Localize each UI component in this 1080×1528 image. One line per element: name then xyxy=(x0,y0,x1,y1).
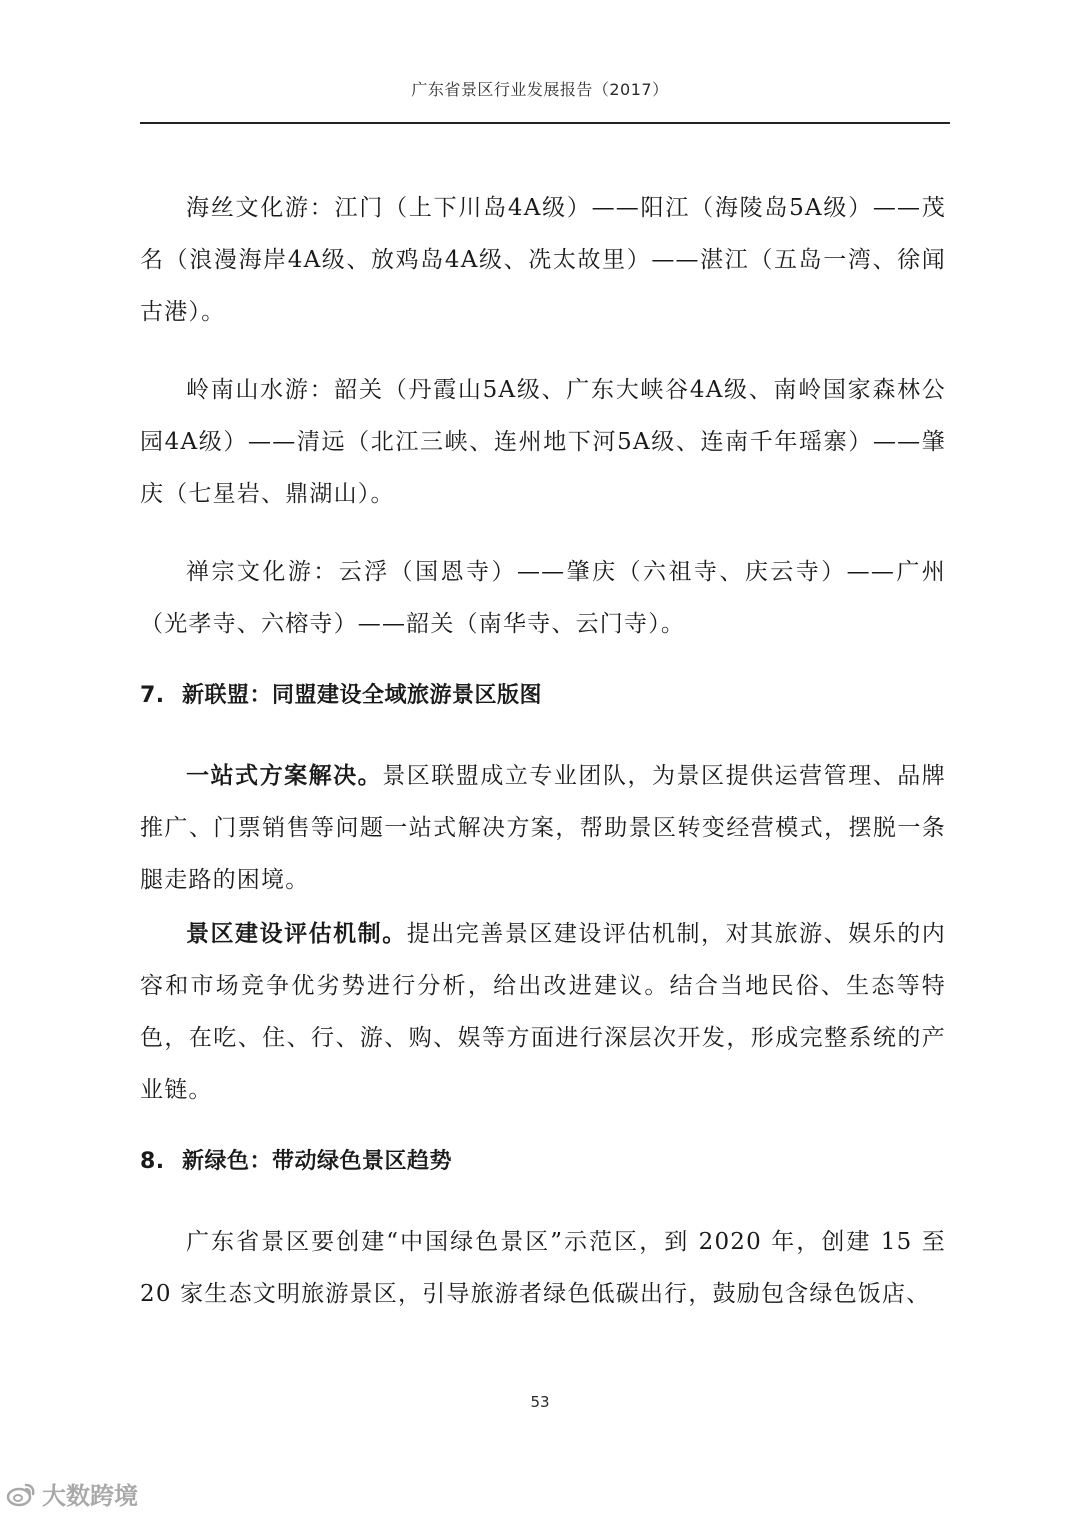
weibo-icon xyxy=(6,1481,36,1507)
item-lead: 一站式方案解决。 xyxy=(186,762,383,789)
section-7-number: 7. xyxy=(140,683,165,708)
section-7-item-evaluation xyxy=(140,908,946,1116)
section-7-item-one-stop xyxy=(140,750,946,906)
item-text: 提出完善景区建设评估机制，对其旅游、娱乐的内容和市场竞争优劣势进行分析，给出改进建议。结合当地民俗、生态等特色，在吃、住、行、游、购、娱等方面进行深层次开发，形成完整系统的产业链。 xyxy=(140,921,946,1103)
header-divider xyxy=(140,122,950,124)
watermark xyxy=(6,1476,138,1511)
watermark-text: 大数跨境 xyxy=(42,1482,138,1510)
report-header-title: 广东省景区行业发展报告（2017） xyxy=(411,80,669,99)
section-8-title: 新绿色：带动绿色景区趋势 xyxy=(182,1149,453,1174)
page-body xyxy=(140,182,946,1320)
item-lead: 景区建设评估机制。 xyxy=(186,920,407,947)
section-8-number: 8. xyxy=(140,1149,165,1174)
route-paragraph-maritime: 海丝文化游：江门（上下川岛4A级）——阳江（海陵岛5A级）——茂名（浪漫海岸4A级、放鸡岛4A级、冼太故里）——湛江（五岛一湾、徐闻古港）。 xyxy=(140,195,946,325)
item-text: 景区联盟成立专业团队，为景区提供运营管理、品牌推广、门票销售等问题一站式解决方案，帮助景区转变经营模式，摆脱一条腿走路的困境。 xyxy=(140,763,946,893)
section-8-heading xyxy=(140,1142,946,1182)
route-paragraph-landscape: 岭南山水游：韶关（丹霞山5A级、广东大峡谷4A级、南岭国家森林公园4A级）——清远（北江三峡、连州地下河5A级、连南千年瑶寨）——肇庆（七星岩、鼎湖山）。 xyxy=(140,377,946,507)
section-7-heading xyxy=(140,676,946,716)
section-7-title: 新联盟：同盟建设全域旅游景区版图 xyxy=(182,683,543,708)
page-number: 53 xyxy=(530,1393,550,1411)
route-paragraph-zen: 禅宗文化游：云浮（国恩寺）——肇庆（六祖寺、庆云寺）——广州（光孝寺、六榕寺）——韶关（南华寺、云门寺）。 xyxy=(140,559,946,637)
section-8-paragraph: 广东省景区要创建“中国绿色景区”示范区，到 2020 年，创建 15 至 20 家生态文明旅游景区，引导旅游者绿色低碳出行，鼓励包含绿色饭店、 xyxy=(140,1229,946,1307)
